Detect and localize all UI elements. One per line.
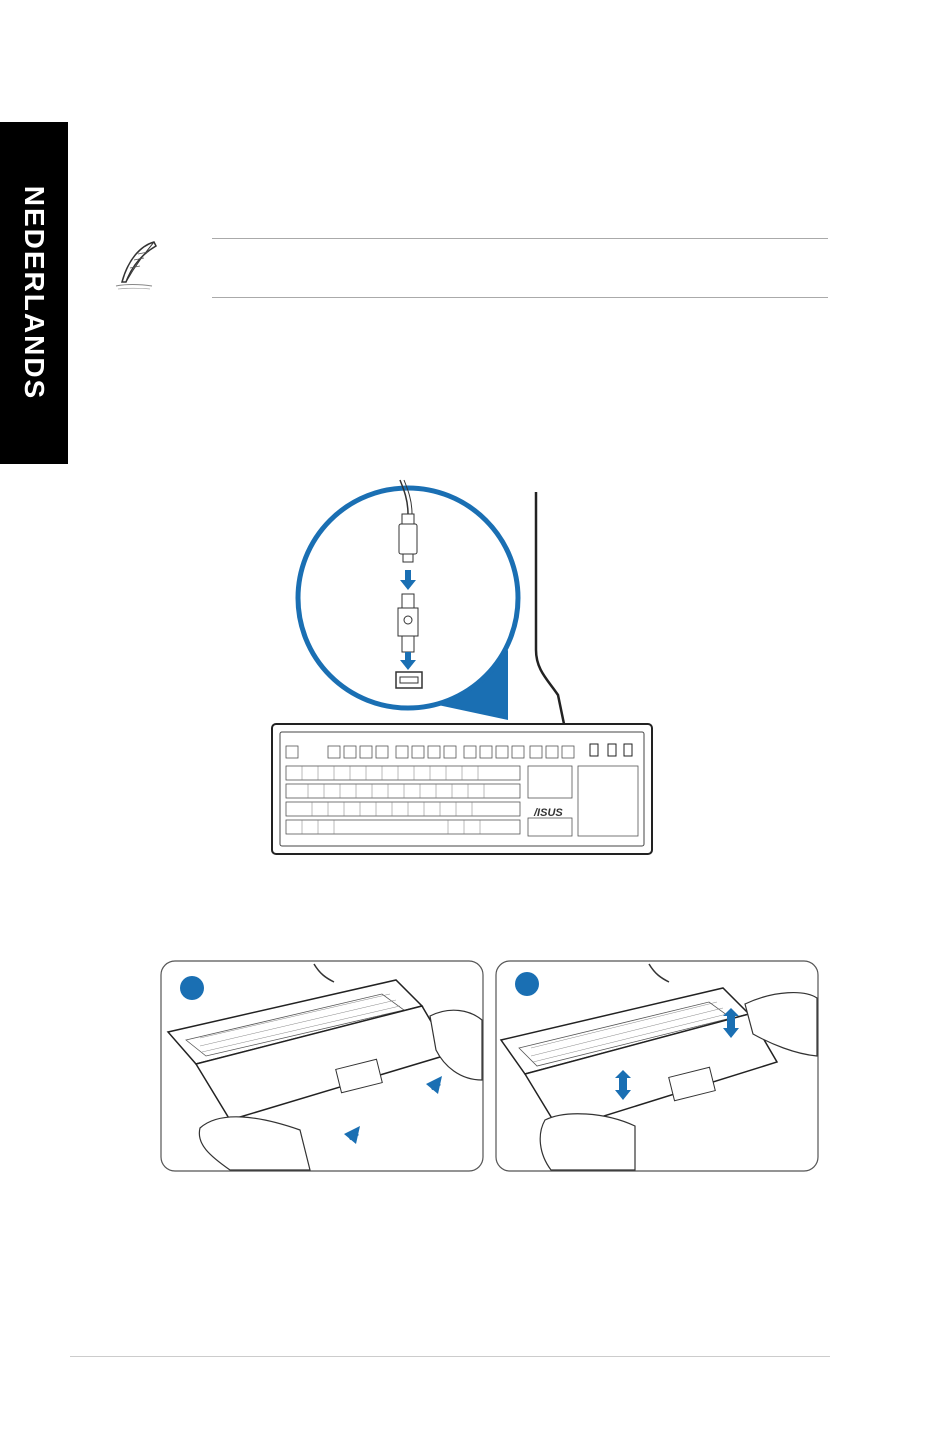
note-rule-top [212,238,828,239]
note-rule-bottom [212,297,828,298]
step-1-marker [180,976,204,1000]
keyboard-logo: /ISUS [534,807,563,819]
palm-rest-step-1-illustration [160,960,484,1172]
language-label: NEDERLANDS [19,185,50,401]
language-side-tab [0,122,68,464]
keyboard-connection-illustration [268,470,660,858]
palm-rest-step-2-illustration [495,960,819,1172]
note-feather-icon [110,238,170,294]
step-2-marker [515,972,539,996]
footer-rule [70,1356,830,1357]
